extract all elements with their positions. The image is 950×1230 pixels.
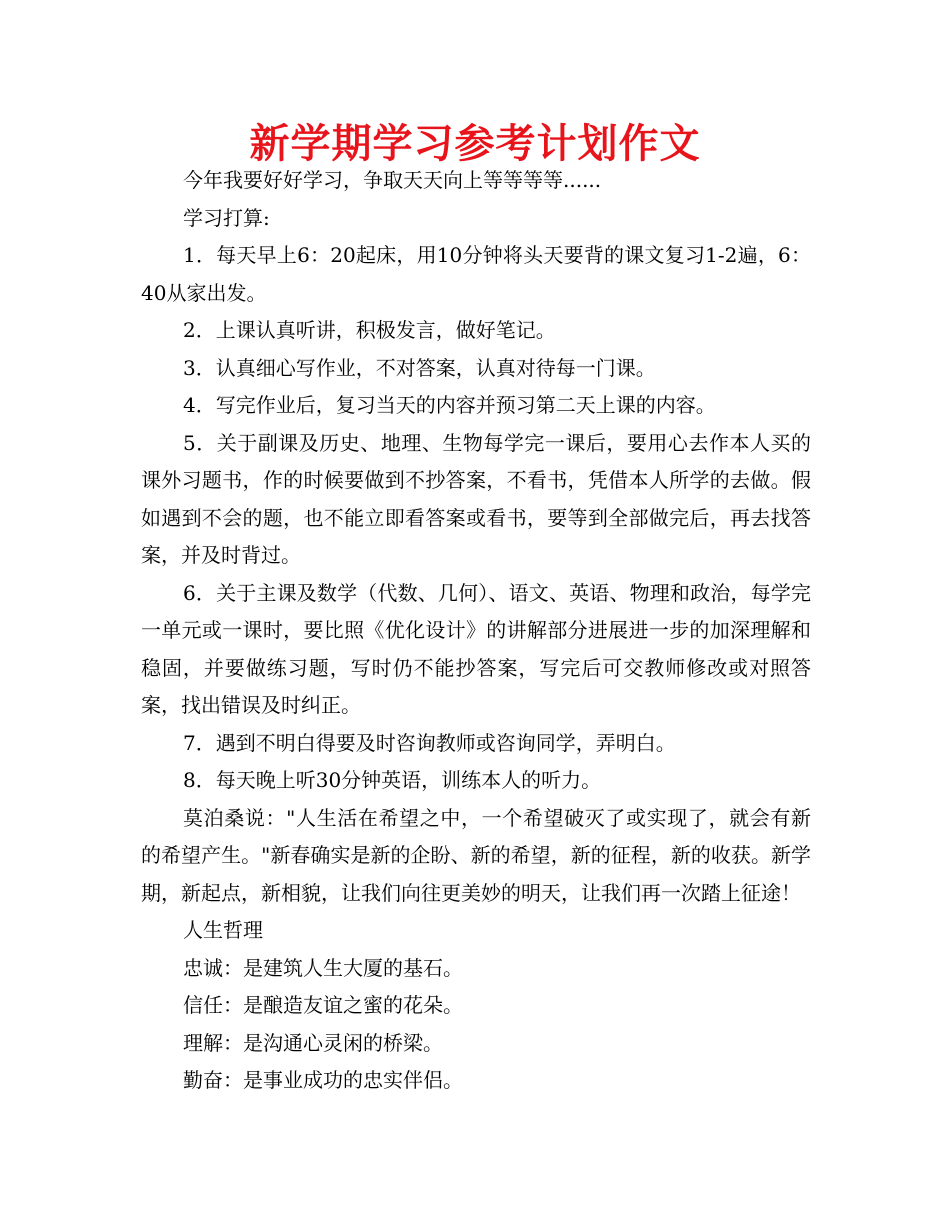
paragraph-intro: 今年我要好好学习，争取天天向上等等等等...... bbox=[183, 168, 602, 192]
paragraph-plan-item-8: 8．每天晚上听30分钟英语，训练本人的听力。 bbox=[183, 768, 602, 792]
paragraph-plan-item-4: 4．写完作业后，复习当天的内容并预习第二天上课的内容。 bbox=[183, 393, 716, 417]
paragraph-plan-item-7: 7．遇到不明白得要及时咨询教师或咨询同学，弄明白。 bbox=[183, 730, 676, 755]
paragraph-plan-item-1: 1．每天早上6：20起床，用10分钟将头天要背的课文复习1-2遍，6：40从家出发。 bbox=[141, 243, 811, 305]
paragraph-plan-heading: 学习打算: bbox=[183, 205, 270, 230]
paragraph-philosophy-diligence: 勤奋：是事业成功的忠实伴侣。 bbox=[183, 1068, 463, 1092]
paragraph-plan-item-2: 2．上课认真听讲，积极发言，做好笔记。 bbox=[183, 318, 556, 342]
paragraph-philosophy-heading: 人生哲理 bbox=[183, 918, 263, 942]
document-body bbox=[141, 162, 811, 1100]
paragraph-quote: 莫泊桑说："人生活在希望之中，一个希望破灭了或实现了，就会有新的希望产生。"新春确实是新的企盼、新的希望，新的征程，新的收获。新学期，新起点，新相貌，让我们向往更美妙的明天，让我们再一次踏上征途！ bbox=[141, 805, 811, 905]
paragraph-plan-item-5: 5．关于副课及历史、地理、生物每学完一课后，要用心去作本人买的课外习题书，作的时候要做到不抄答案，不看书，凭借本人所学的去做。假如遇到不会的题，也不能立即看答案或看书，要等到全部做完后，再去找答案，并及时背过。 bbox=[141, 430, 811, 567]
paragraph-philosophy-understanding: 理解：是沟通心灵闲的桥梁。 bbox=[183, 1030, 443, 1055]
paragraph-plan-item-3: 3．认真细心写作业，不对答案，认真对待每一门课。 bbox=[183, 355, 656, 380]
document-title: 新学期学习参考计划作文 bbox=[249, 121, 701, 167]
paragraph-philosophy-trust: 信任：是酿造友谊之蜜的花朵。 bbox=[183, 993, 463, 1017]
paragraph-philosophy-loyalty: 忠诚：是建筑人生大厦的基石。 bbox=[183, 955, 463, 980]
paragraph-plan-item-6: 6．关于主课及数学（代数、几何）、语文、英语、物理和政治，每学完一单元或一课时，要比照《优化设计》的讲解部分进展进一步的加深理解和稳固，并要做练习题，写时仍不能抄答案，写完后可交教师修改或对照答案，找出错误及时纠正。 bbox=[141, 580, 811, 717]
